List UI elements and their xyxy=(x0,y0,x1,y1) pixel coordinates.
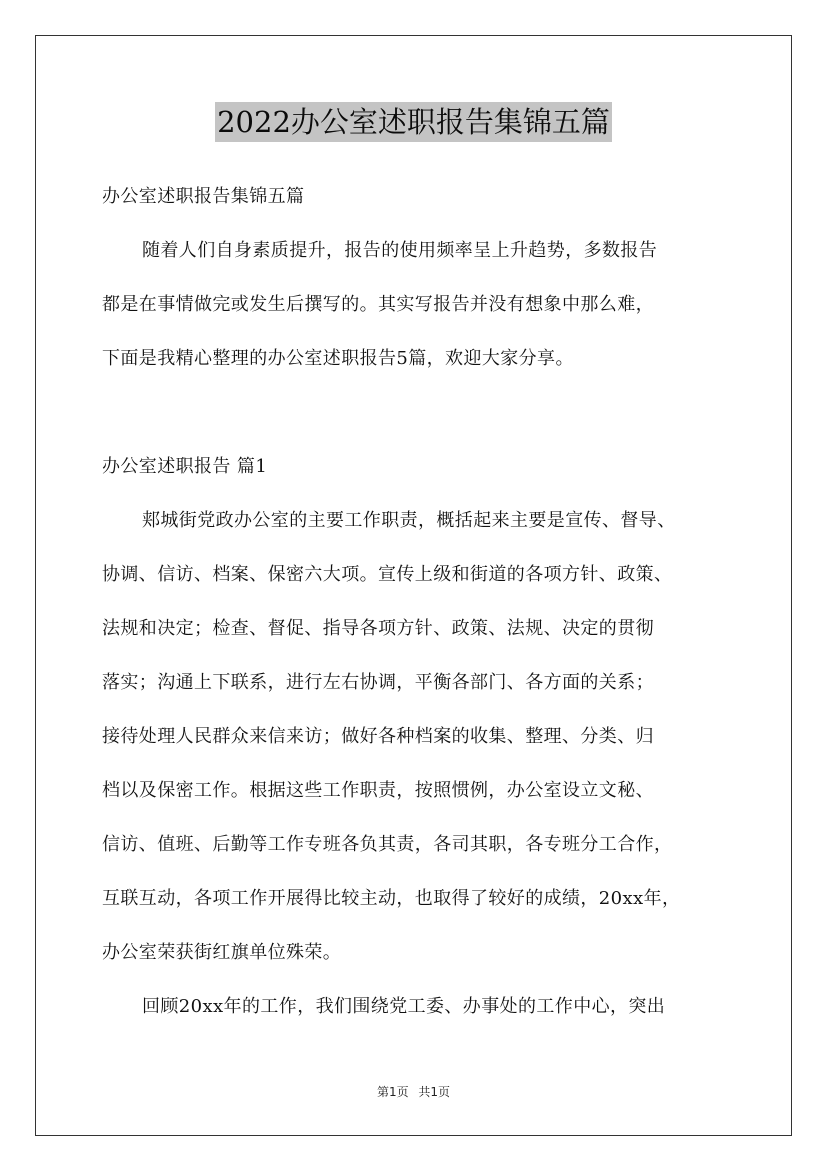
text-line: 都是在事情做完或发生后撰写的。其实写报告并没有想象中那么难， xyxy=(102,294,654,315)
text-line: 档以及保密工作。根据这些工作职责，按照惯例，办公室设立文秘、 xyxy=(102,780,654,801)
text-line: 法规和决定；检查、督促、指导各项方针、政策、法规、决定的贯彻 xyxy=(102,618,654,639)
text-line: 信访、值班、后勤等工作专班各负其责，各司其职，各专班分工合作， xyxy=(102,834,673,855)
text-line: 办公室述职报告 篇1 xyxy=(102,456,268,477)
text-line: 办公室述职报告集锦五篇 xyxy=(102,186,305,207)
page-total: 共1页 xyxy=(418,1085,451,1099)
text-line: 下面是我精心整理的办公室述职报告5篇，欢迎大家分享。 xyxy=(102,348,574,369)
page-footer xyxy=(0,1083,827,1100)
text-line: 互联互动，各项工作开展得比较主动，也取得了较好的成绩，20xx年， xyxy=(102,888,681,909)
text-line: 接待处理人民群众来信来访；做好各种档案的收集、整理、分类、归 xyxy=(102,726,654,747)
document-title-text: 2022办公室述职报告集锦五篇 xyxy=(215,102,612,142)
text-line: 落实；沟通上下联系，进行左右协调，平衡各部门、各方面的关系； xyxy=(102,672,654,693)
document-body xyxy=(102,170,742,1034)
blank-line xyxy=(102,386,742,440)
text-line: 随着人们自身素质提升，报告的使用频率呈上升趋势，多数报告 xyxy=(142,240,658,261)
text-line: 协调、信访、档案、保密六大项。宣传上级和街道的各项方针、政策、 xyxy=(102,564,673,585)
text-line: 郏城街党政办公室的主要工作职责，概括起来主要是宣传、督导、 xyxy=(142,510,676,531)
text-line: 回顾20xx年的工作，我们围绕党工委、办事处的工作中心，突出 xyxy=(142,996,666,1017)
page-number: 第1页 xyxy=(376,1085,409,1099)
text-line: 办公室荣获街红旗单位殊荣。 xyxy=(102,942,342,963)
document-title xyxy=(0,102,827,142)
